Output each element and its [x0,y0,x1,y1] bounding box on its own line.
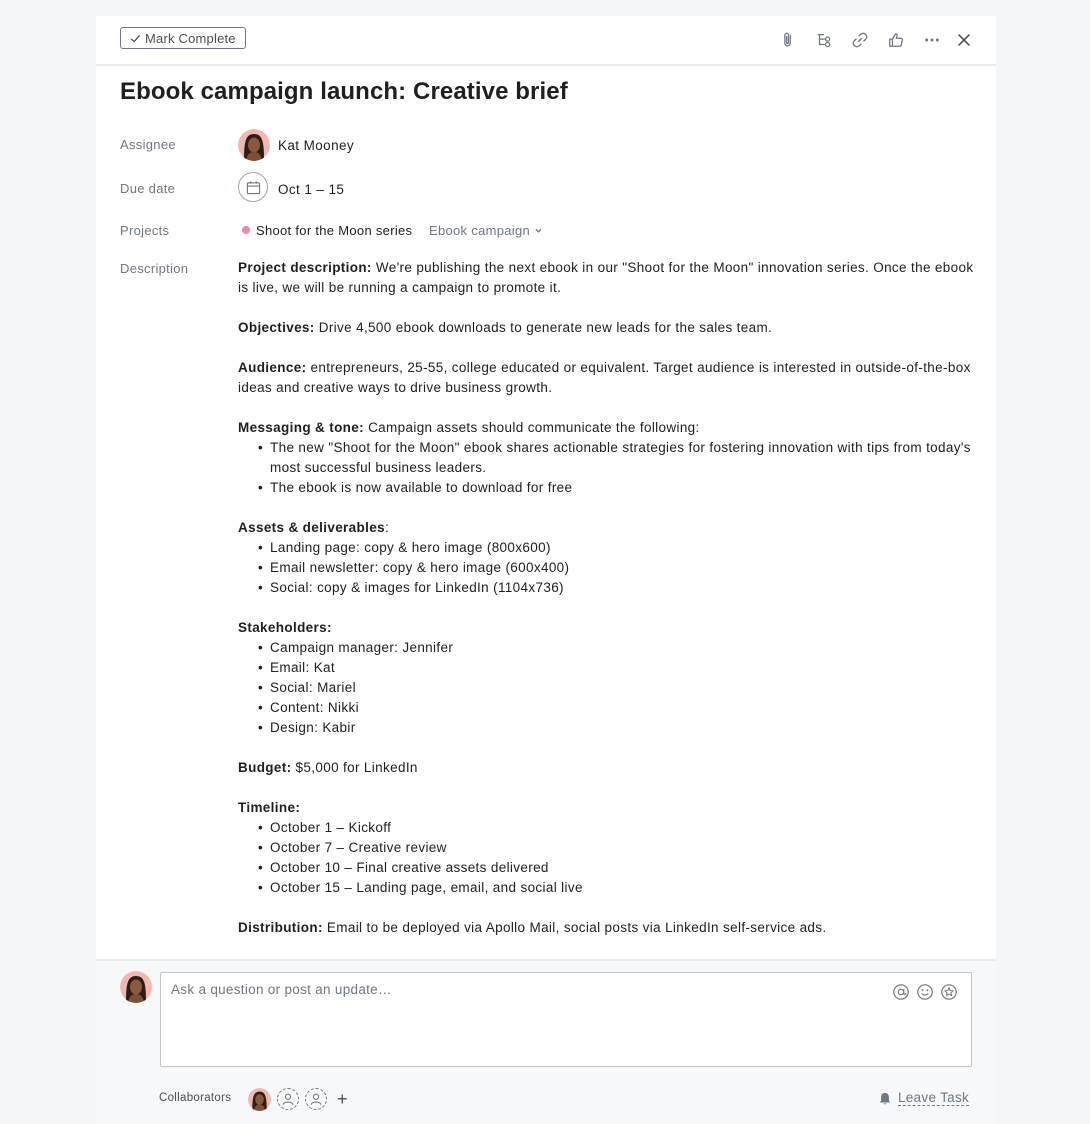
comment-section [96,959,996,1124]
list-item: • Email newsletter: copy & hero image (600x400) [270,558,978,578]
collaborator-placeholder-icon[interactable] [305,1088,327,1110]
chevron-down-icon [534,226,543,235]
description-label: Description [120,261,189,276]
mark-complete-label: Mark Complete [145,30,236,46]
assets-list [238,538,978,598]
desc-objectives: Objectives: Drive 4,500 ebook downloads to generate new leads for the sales team. [238,320,773,335]
list-item: • Email: Kat [270,658,978,678]
mark-complete-button[interactable] [120,27,246,49]
timeline-list [238,818,978,898]
project-color-dot [242,226,250,234]
more-icon[interactable] [921,29,943,51]
list-item: • Content: Nikki [270,698,978,718]
list-item: • Social: Mariel [270,678,978,698]
list-item: • The new "Shoot for the Moon" ebook shares actionable strategies for fostering innovation with tips from today's most successful business leaders. [270,438,978,478]
leave-task-button[interactable] [878,1090,969,1106]
assignee-label: Assignee [120,137,176,152]
list-item: • Campaign manager: Jennifer [270,638,978,658]
task-toolbar [96,16,996,66]
collaborator-avatar[interactable] [248,1088,271,1111]
close-icon[interactable] [953,29,975,51]
assignee-name[interactable]: Kat Mooney [278,138,355,153]
due-date-value[interactable]: Oct 1 – 15 [278,182,345,197]
list-item: • October 7 – Creative review [270,838,978,858]
list-item: • The ebook is now available to download for free [270,478,978,498]
add-collaborator-button[interactable]: + [337,1089,348,1109]
paperclip-icon[interactable] [777,29,799,51]
mention-icon[interactable] [892,983,910,1001]
calendar-icon[interactable] [238,172,268,202]
list-item: • Social: copy & images for LinkedIn (1104x736) [270,578,978,598]
comment-input[interactable] [169,981,773,998]
current-user-avatar [120,971,152,1003]
link-icon[interactable] [849,29,871,51]
collaborator-placeholder-icon[interactable] [277,1088,299,1110]
list-item: • October 1 – Kickoff [270,818,978,838]
desc-messaging: Messaging & tone: Campaign assets should communicate the following: [238,420,700,435]
subtask-icon[interactable] [813,29,835,51]
description-body[interactable] [238,258,978,958]
list-item: • October 10 – Final creative assets delivered [270,858,978,878]
due-date-label: Due date [120,181,176,196]
desc-stakeholders: Stakeholders: [238,620,332,635]
task-details-pane [96,16,996,1122]
list-item: • October 15 – Landing page, email, and social live [270,878,978,898]
desc-audience: Audience: entrepreneurs, 25-55, college educated or equivalent. Target audience is interested in outside-of-the-box ideas and creative ways to drive business growth. [238,360,971,395]
desc-project: Project description: We're publishing the next ebook in our "Shoot for the Moon" innovation series. Once the ebook is live, we will be running a campaign to promote it. [238,260,974,295]
comment-box[interactable] [160,972,972,1067]
project-section-dropdown[interactable] [429,223,543,238]
star-icon[interactable] [940,983,958,1001]
project-section-label: Ebook campaign [429,223,531,238]
thumbs-up-icon[interactable] [885,29,907,51]
desc-budget: Budget: $5,000 for LinkedIn [238,760,418,775]
collaborators-label: Collaborators [159,1092,232,1104]
bell-icon [878,1091,892,1106]
desc-distribution: Distribution: Email to be deployed via Apollo Mail, social posts via LinkedIn self-service ads. [238,920,827,935]
assignee-avatar[interactable] [238,129,270,161]
check-icon [130,33,141,44]
desc-timeline: Timeline: [238,800,301,815]
projects-label: Projects [120,223,170,238]
leave-task-label: Leave Task [898,1090,970,1105]
emoji-icon[interactable] [916,983,934,1001]
stakeholders-list [238,638,978,738]
list-item: • Design: Kabir [270,718,978,738]
task-title[interactable]: Ebook campaign launch: Creative brief [120,78,568,105]
list-item: • Landing page: copy & hero image (800x600) [270,538,978,558]
project-name[interactable]: Shoot for the Moon series [256,223,413,238]
desc-assets: Assets & deliverables: [238,520,390,535]
messaging-list [238,438,978,498]
